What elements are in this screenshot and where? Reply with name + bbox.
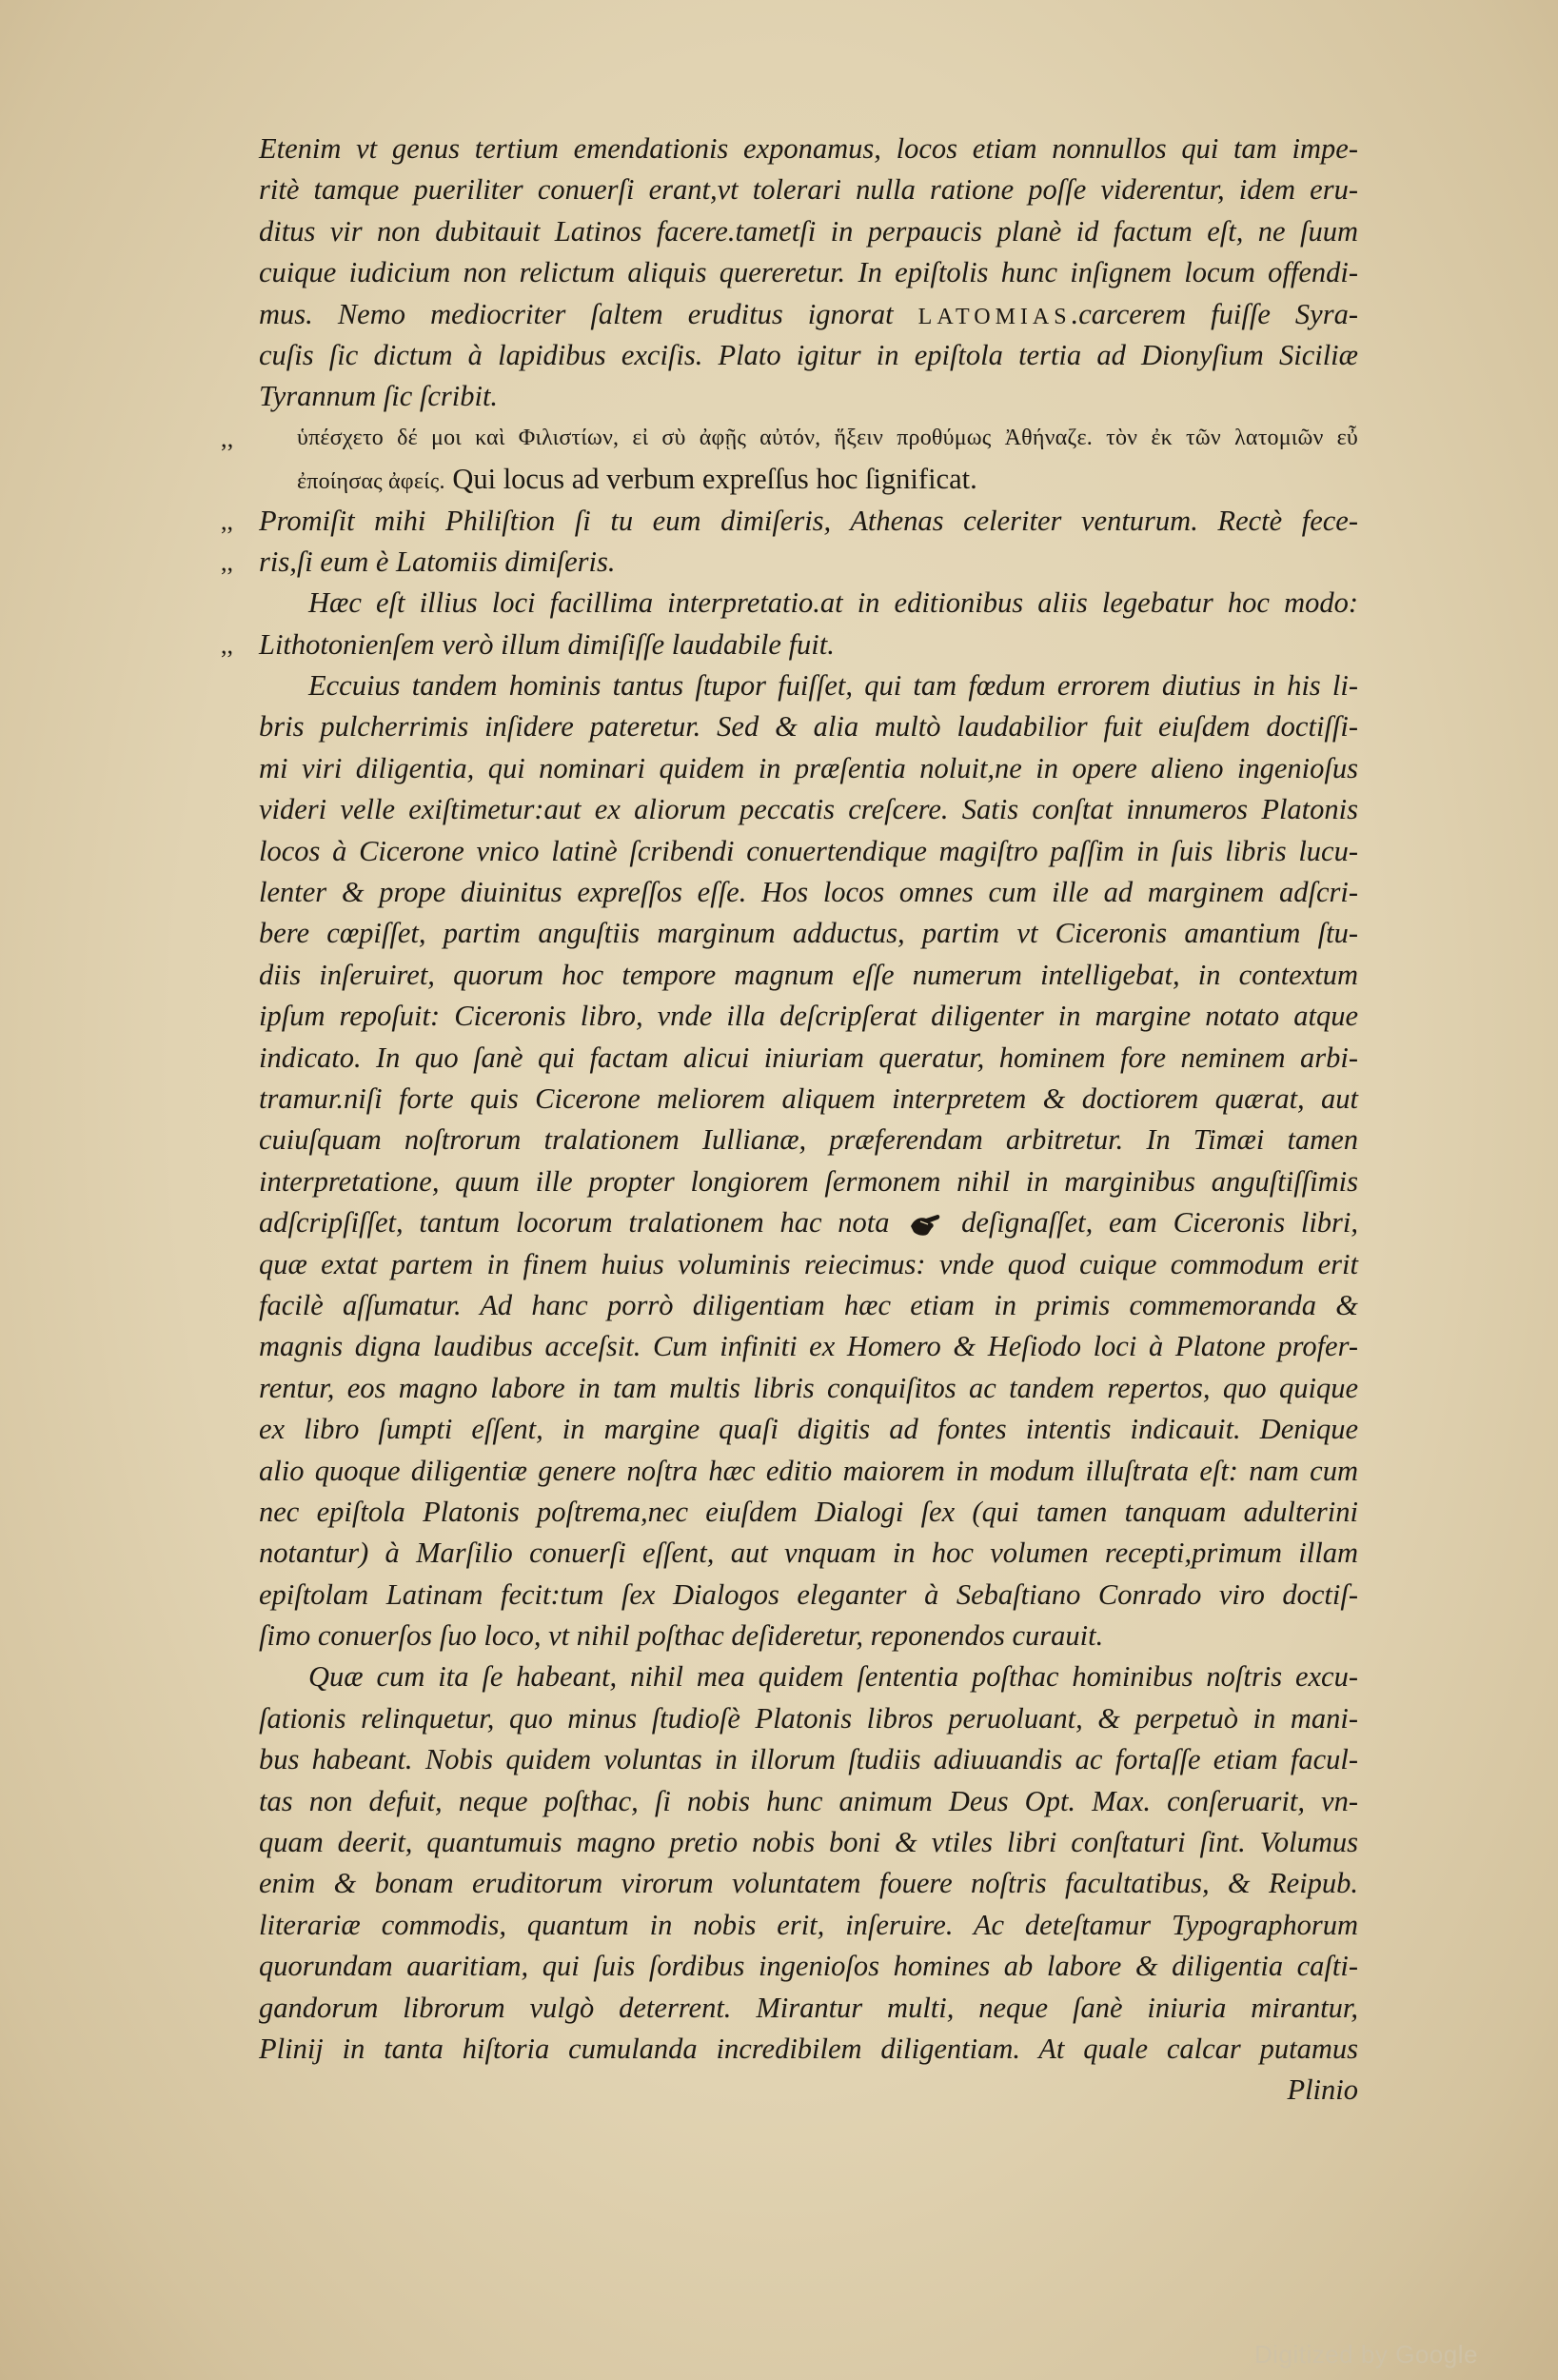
- text-fragment: .carcerem fuiſſe Syra-: [1071, 297, 1358, 330]
- text-line: quorundam auaritiam, qui ſuis ſordibus ingenioſos homines ab labore & diligentia caſti-: [259, 1950, 1358, 1983]
- text-line: cuiuſquam noſtrorum tralationem Iullianæ, præferendam arbitretur. In Timæi tamen: [259, 1123, 1358, 1157]
- text-line: ditus vir non dubitauit Latinos facere.tametſi in perpaucis planè id factum eſt, ne ſuum: [259, 214, 1358, 248]
- text-fragment: mus. Nemo mediocriter ſaltem eruditus ignorat: [259, 297, 894, 330]
- text-line: nec epiſtola Platonis poſtrema,nec eiuſdem Dialogi ſex (qui tamen tanquam adulterini: [259, 1495, 1358, 1528]
- text-line: [259, 1202, 1358, 1243]
- text-line: literariæ commodis, quantum in nobis erit, inſeruire. Ac deteſtamur Typographorum: [259, 1908, 1358, 1941]
- text-line: bris pulcherrimis inſidere pateretur. Sed & alia multò laudabilior fuit eiuſdem doctiſſi-: [259, 710, 1358, 744]
- text-line: Eccuius tandem hominis tantus ſtupor fuiſſet, qui tam fœdum errorem diutius in his li-: [308, 669, 1358, 703]
- text-line: rentur, eos magno labore in tam multis libris conquiſitos ac tandem repertos, quo quique: [259, 1371, 1358, 1404]
- text-line: ſimo conuerſos ſuo loco, vt nihil poſthac deſideretur, reponendos curauit.: [259, 1619, 1104, 1653]
- text-line: Quæ cum ita ſe habeant, nihil mea quidem ſententia poſthac hominibus noſtris excu-: [308, 1660, 1358, 1694]
- text-line: videri velle exiſtimetur:aut ex aliorum peccatis creſcere. Satis conſtat innumeros Platonis: [259, 793, 1358, 826]
- text-line: Hæc eſt illius loci facillima interpretatio.at in editionibus aliis legebatur hoc modo:: [308, 586, 1358, 620]
- text-line: Plinij in tanta hiſtoria cumulanda incredibilem diligentiam. At quale calcar putamus: [259, 2032, 1358, 2065]
- latin-roman-text: Qui locus ad verbum expreſſus hoc ſignificat.: [452, 463, 977, 496]
- text-fragment: adſcripſiſſet, tantum locorum tralationem hac nota: [259, 1206, 890, 1240]
- text-line: quam deerit, quantumuis magno pretio nobis boni & vtiles libri conſtaturi ſint. Volumus: [259, 1826, 1358, 1859]
- text-line: quæ extat partem in finem huius voluminis reiecimus: vnde quod cuique commodum erit: [259, 1247, 1358, 1280]
- text-line: ex libro ſumpti eſſent, in margine quaſi digitis ad fontes intentis indicauit. Denique: [259, 1413, 1358, 1446]
- text-line: [259, 294, 1358, 335]
- quote-mark: ,,: [221, 424, 234, 452]
- greek-quote-line: [221, 418, 1358, 459]
- quoted-line: [221, 542, 1358, 583]
- text-line: ritè tamque pueriliter conuerſi erant,vt tolerari nulla ratione poſſe viderentur, idem eru-: [259, 173, 1358, 207]
- body-text: [221, 129, 1359, 2112]
- text-line: epiſtolam Latinam fecit:tum ſex Dialogos eleganter à Sebaſtiano Conrado viro doctiſ-: [259, 1577, 1358, 1611]
- text-fragment: ris,ſi eum è Latomiis dimiſeris.: [259, 545, 616, 578]
- text-line: bus habeant. Nobis quidem voluntas in illorum ſtudiis adiuuandis ac fortaſſe etiam facul-: [259, 1743, 1358, 1776]
- text-line: locos à Cicerone vnico latinè ſcribendi conuertendique magiſtro paſſim in ſuis libris lucu-: [259, 834, 1358, 867]
- text-line: notantur) à Marſilio conuerſi eſſent, aut vnquam in hoc volumen recepti,primum illam: [259, 1537, 1358, 1570]
- digitization-watermark: Digitized by Google: [1254, 2340, 1478, 2369]
- quoted-line: [221, 625, 1358, 665]
- text-line: ipſum repoſuit: Ciceronis libro, vnde illa deſcripſerat diligenter in margine notato atque: [259, 1000, 1358, 1033]
- greek-text: ἐποίησας ἀφείς.: [297, 469, 445, 495]
- text-line: lenter & prope diuinitus expreſſos eſſe. Hos locos omnes cum ille ad marginem adſcri-: [259, 876, 1358, 909]
- text-line: tramur.niſi forte quis Cicerone meliorem aliquem interpretem & doctiorem quærat, aut: [259, 1081, 1358, 1115]
- text-line: mi viri diligentia, qui nominari quidem in præſentia noluit,ne in opere alieno ingenioſus: [259, 751, 1358, 784]
- text-fragment: Promiſit mihi Philiſtion ſi tu eum dimiſeris, Athenas celeriter venturum. Rectè fece-: [259, 504, 1358, 537]
- text-fragment: Lithotonienſem verò illum dimiſiſſe laudabile fuit.: [259, 627, 835, 661]
- text-line: interpretatione, quum ille propter longiorem ſermonem nihil in marginibus anguſtiſſimis: [259, 1164, 1358, 1198]
- text-line: enim & bonam eruditorum virorum voluntatem fouere noſtris facultatibus, & Reipub.: [259, 1867, 1358, 1900]
- text-line: facilè aſſumatur. Ad hanc porrò diligentiam hæc etiam in primis commemoranda &: [259, 1288, 1358, 1321]
- text-fragment: deſignaſſet, eam Ciceronis libri,: [961, 1206, 1359, 1240]
- catchword: Plinio: [1287, 2073, 1358, 2107]
- quote-mark: ,,: [221, 547, 233, 576]
- text-line: alio quoque diligentiæ genere noſtra hæc editio maiorem in modum illuſtrata eſt: nam cum: [259, 1454, 1358, 1487]
- small-caps-word: LATOMIAS: [917, 304, 1072, 329]
- text-line: cuſis ſic dictum à lapidibus exciſis. Plato igitur in epiſtola tertia ad Dionyſium Siciliæ: [259, 338, 1358, 371]
- text-line: bere cœpiſſet, partim anguſtiis marginum adductus, partim vt Ciceronis amantium ſtu-: [259, 917, 1358, 950]
- text-line: tas non defuit, neque poſthac, ſi nobis hunc animum Deus Opt. Max. conſeruarit, vn-: [259, 1784, 1358, 1817]
- text-line: cuique iudicium non relictum aliquis quereretur. In epiſtolis hunc inſignem locum offendi-: [259, 256, 1358, 289]
- quoted-line: [221, 501, 1358, 542]
- greek-quote-line: [259, 459, 1358, 500]
- greek-text: ὑπέσχετο δέ μοι καὶ Φιλιστίων, εἰ σὺ ἀφῇς αὐτόν, ἥξειν προθύμως Ἀθήναζε. τὸν ἐκ τῶν λατομιῶν εὖ: [297, 425, 1358, 450]
- text-line: ſationis relinquetur, quo minus ſtudioſè Platonis libros peruoluant, & perpetuò in mani-: [259, 1701, 1358, 1735]
- text-line: Etenim vt genus tertium emendationis exponamus, locos etiam nonnullos qui tam impe-: [259, 132, 1358, 165]
- text-line: gandorum librorum vulgò deterrent. Mirantur multi, neque ſanè iniuria mirantur,: [259, 1991, 1358, 2024]
- text-line: magnis digna laudibus acceſsit. Cum infiniti ex Homero & Heſiodo loci à Platone profer-: [259, 1330, 1358, 1363]
- text-line: diis inſeruiret, quorum hoc tempore magnum eſſe numerum intelligebat, in contextum: [259, 958, 1358, 991]
- quote-mark: ,,: [221, 630, 233, 659]
- quote-mark: ,,: [221, 506, 233, 535]
- text-line: Tyrannum ſic ſcribit.: [259, 380, 499, 413]
- text-line: indicato. In quo ſanè qui factam alicui iniuriam queratur, hominem fore neminem arbi-: [259, 1041, 1358, 1074]
